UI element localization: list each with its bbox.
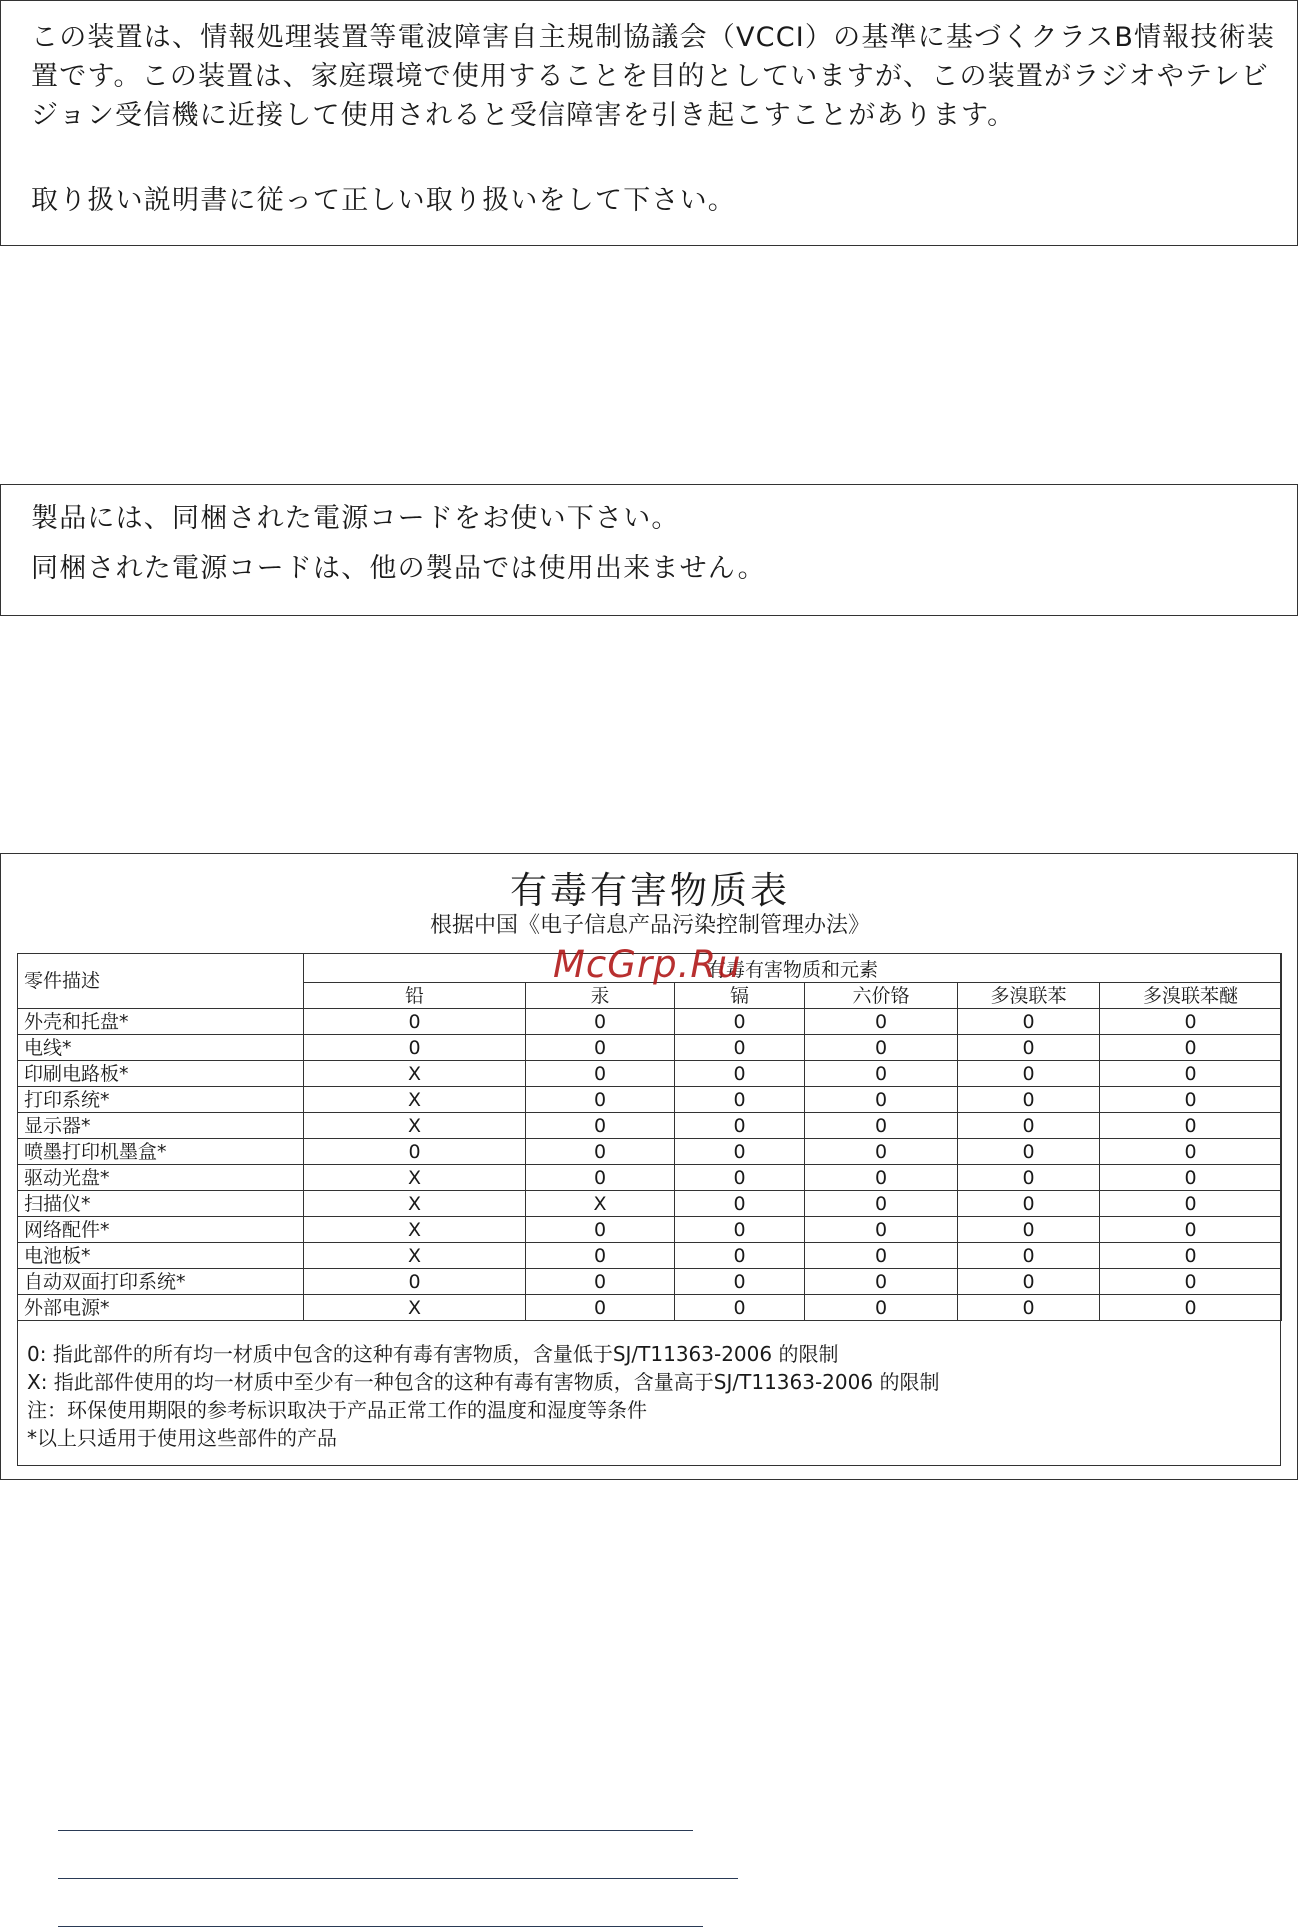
substance-value-cell: 0 [1100,1269,1282,1295]
substance-value-cell: 0 [805,1217,958,1243]
note-line: 注：环保使用期限的参考标识取决于产品正常工作的温度和湿度等条件 [27,1398,647,1422]
substance-value-cell: 0 [526,1165,675,1191]
part-name-cell: 外壳和托盘* [18,1009,304,1035]
substance-value-cell: 0 [304,1139,526,1165]
substance-value-cell: 0 [958,1113,1100,1139]
vcci-notice-box [0,0,1298,246]
substance-value-cell: 0 [304,1009,526,1035]
substance-value-cell: 0 [805,1061,958,1087]
substance-value-cell: 0 [805,1165,958,1191]
substance-value-cell: 0 [675,1295,805,1321]
substance-value-cell: X [526,1191,675,1217]
substance-value-cell: 0 [958,1165,1100,1191]
substance-value-cell: 0 [526,1087,675,1113]
substance-value-cell: X [304,1165,526,1191]
substance-value-cell: 0 [805,1009,958,1035]
power-cord-line-2: 同梱された電源コードは、他の製品では使用出来ません。 [31,553,766,584]
substance-value-cell: 0 [805,1295,958,1321]
substance-value-cell: 0 [958,1087,1100,1113]
power-cord-line-1: 製品には、同梱された電源コードをお使い下さい。 [31,503,680,534]
part-name-cell: 外部电源* [18,1295,304,1321]
substance-value-cell: 0 [805,1243,958,1269]
substance-value-cell: X [304,1295,526,1321]
part-name-cell: 喷墨打印机墨盒* [18,1139,304,1165]
table-row [18,1009,1282,1035]
hazard-table [17,953,1282,1321]
vcci-instruction: 取り扱い説明書に従って正しい取り扱いをして下さい。 [31,185,736,216]
table-row [18,1139,1282,1165]
substance-value-cell: 0 [675,1009,805,1035]
substance-value-cell: 0 [1100,1165,1282,1191]
substance-value-cell: 0 [1100,1087,1282,1113]
table-row [18,1191,1282,1217]
substance-value-cell: 0 [1100,1191,1282,1217]
substance-value-cell: 0 [526,1061,675,1087]
substance-value-cell: 0 [526,1139,675,1165]
substance-value-cell: 0 [526,1035,675,1061]
hazard-notes [27,1340,939,1452]
blank-line-2 [58,1878,738,1879]
substance-value-cell: 0 [1100,1139,1282,1165]
substance-value-cell: 0 [675,1269,805,1295]
substance-value-cell: 0 [526,1113,675,1139]
substance-value-cell: X [304,1217,526,1243]
substance-value-cell: 0 [805,1269,958,1295]
substance-value-cell: 0 [526,1217,675,1243]
substance-value-cell: 0 [958,1295,1100,1321]
substance-value-cell: 0 [805,1139,958,1165]
substance-header-cell: 多溴联苯醚 [1100,983,1282,1009]
substance-value-cell: X [304,1243,526,1269]
substance-value-cell: 0 [1100,1035,1282,1061]
substance-header-cell: 六价铬 [805,983,958,1009]
substance-value-cell: 0 [526,1009,675,1035]
substance-header-cell: 铅 [304,983,526,1009]
substance-value-cell: 0 [1100,1009,1282,1035]
table-row [18,1243,1282,1269]
substance-value-cell: 0 [675,1243,805,1269]
substance-value-cell: 0 [958,1035,1100,1061]
substance-value-cell: 0 [805,1113,958,1139]
substance-value-cell: 0 [805,1087,958,1113]
substance-header-cell: 汞 [526,983,675,1009]
vcci-paragraph: この装置は、情報処理装置等電波障害自主規制協議会（VCCI）の基準に基づくクラスB情報技術装置です。この装置は、家庭環境で使用することを目的としていますが、この装置がラジオやテレビジョン受信機に近接して使用されると受信障害を引き起こすことがあります。 [31,22,1276,131]
part-name-cell: 电池板* [18,1243,304,1269]
substance-value-cell: 0 [958,1269,1100,1295]
part-name-cell: 显示器* [18,1113,304,1139]
substance-header-cell: 多溴联苯 [958,983,1100,1009]
power-cord-notice-box [0,484,1298,616]
substance-value-cell: 0 [805,1035,958,1061]
substance-value-cell: 0 [1100,1217,1282,1243]
substance-header-cell: 镉 [675,983,805,1009]
substance-value-cell: 0 [304,1269,526,1295]
substance-value-cell: 0 [675,1191,805,1217]
part-name-cell: 自动双面打印系统* [18,1269,304,1295]
blank-line-3 [58,1926,703,1927]
substance-value-cell: 0 [304,1035,526,1061]
watermark: McGrp.Ru [553,943,742,986]
substance-value-cell: 0 [958,1139,1100,1165]
table-row [18,1165,1282,1191]
hazard-table-subtitle: 根据中国《电子信息产品污染控制管理办法》 [429,913,870,938]
substance-value-cell: 0 [958,1191,1100,1217]
substance-value-cell: X [304,1113,526,1139]
substance-value-cell: 0 [1100,1295,1282,1321]
table-row [18,1269,1282,1295]
substance-value-cell: 0 [675,1061,805,1087]
blank-line-1 [58,1830,693,1831]
substance-value-cell: 0 [675,1035,805,1061]
substance-value-cell: X [304,1087,526,1113]
table-row [18,1087,1282,1113]
part-name-cell: 印刷电路板* [18,1061,304,1087]
substance-value-cell: 0 [1100,1113,1282,1139]
substance-value-cell: 0 [958,1243,1100,1269]
substance-value-cell: 0 [1100,1061,1282,1087]
substance-value-cell: X [304,1061,526,1087]
table-row [18,1061,1282,1087]
table-row [18,1113,1282,1139]
part-name-cell: 驱动光盘* [18,1165,304,1191]
substance-value-cell: 0 [675,1087,805,1113]
substance-value-cell: 0 [675,1139,805,1165]
note-line: 0: 指此部件的所有均一材质中包含的这种有毒有害物质，含量低于SJ/T11363-2006 的限制 [27,1342,839,1366]
part-name-cell: 电线* [18,1035,304,1061]
substance-value-cell: 0 [675,1113,805,1139]
note-line: *以上只适用于使用这些部件的产品 [27,1426,337,1450]
part-name-cell: 扫描仪* [18,1191,304,1217]
substance-value-cell: 0 [958,1217,1100,1243]
substance-value-cell: X [304,1191,526,1217]
table-row [18,1035,1282,1061]
substance-value-cell: 0 [526,1295,675,1321]
substance-value-cell: 0 [675,1217,805,1243]
part-name-cell: 网络配件* [18,1217,304,1243]
substance-value-cell: 0 [805,1191,958,1217]
table-row [18,1295,1282,1321]
part-name-cell: 打印系统* [18,1087,304,1113]
substance-value-cell: 0 [526,1269,675,1295]
note-line: X: 指此部件使用的均一材质中至少有一种包含的这种有毒有害物质，含量高于SJ/T11363-2006 的限制 [27,1370,940,1394]
part-description-header: 零件描述 [18,954,304,1009]
hazard-table-title: 有毒有害物质表 [510,869,790,912]
substance-value-cell: 0 [1100,1243,1282,1269]
substance-value-cell: 0 [526,1243,675,1269]
table-row [18,1217,1282,1243]
substance-group-header: 有毒有害物质和元素 [304,954,1282,983]
substance-value-cell: 0 [958,1061,1100,1087]
substance-value-cell: 0 [958,1009,1100,1035]
substance-value-cell: 0 [675,1165,805,1191]
